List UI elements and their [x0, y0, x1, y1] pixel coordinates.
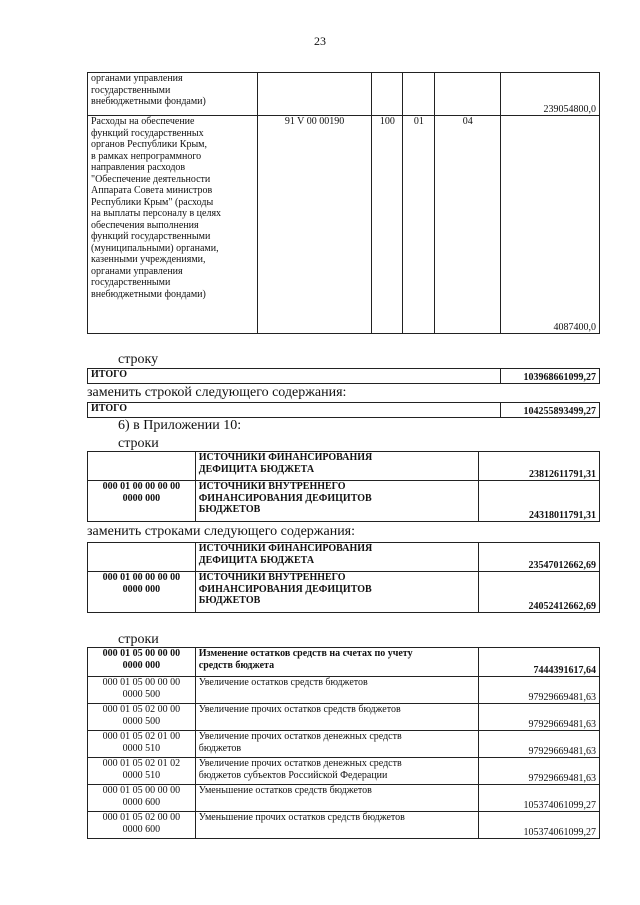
- source-amount: 23547012662,69: [479, 543, 600, 572]
- itogo-label: ИТОГО: [88, 369, 501, 384]
- table-row: [88, 785, 600, 812]
- page-number: 23: [314, 34, 326, 48]
- source-amount: 7444391617,64: [479, 648, 600, 677]
- source-name: Увеличение прочих остатков денежных средств бюджетов: [195, 731, 478, 758]
- text-stroki: строки: [118, 632, 159, 647]
- source-name: ИСТОЧНИКИ ВНУТРЕННЕГО ФИНАНСИРОВАНИЯ ДЕФИЦИТОВ БЮДЖЕТОВ: [195, 572, 478, 613]
- source-name: Изменение остатков средств на счетах по учету средств бюджета: [195, 648, 478, 677]
- table-row: [88, 543, 600, 572]
- table-row: [88, 452, 600, 481]
- source-code: [88, 452, 196, 481]
- subsection-code: 04: [435, 116, 501, 334]
- table-row: [88, 677, 600, 704]
- table-row: [88, 73, 600, 116]
- source-amount: 23812611791,31: [479, 452, 600, 481]
- source-code: 000 01 05 02 01 00 0000 510: [88, 731, 196, 758]
- text-appendix: 6) в Приложении 10:: [118, 418, 242, 433]
- expense-amount: 4087400,0: [501, 116, 600, 334]
- table-row: [88, 758, 600, 785]
- source-code: 000 01 00 00 00 00 0000 000: [88, 572, 196, 613]
- text-replace-rows: заменить строками следующего содержания:: [87, 524, 356, 539]
- source-name: Уменьшение прочих остатков средств бюджетов: [195, 812, 478, 839]
- table-row: [88, 648, 600, 677]
- source-amount: 105374061099,27: [479, 812, 600, 839]
- source-code: 000 01 05 02 01 02 0000 510: [88, 758, 196, 785]
- table-row: [88, 704, 600, 731]
- table-row: [88, 369, 600, 384]
- text-stroki: строки: [118, 436, 159, 451]
- source-name: ИСТОЧНИКИ ВНУТРЕННЕГО ФИНАНСИРОВАНИЯ ДЕФИЦИТОВ БЮДЖЕТОВ: [195, 481, 478, 522]
- source-name: Уменьшение остатков средств бюджетов: [195, 785, 478, 812]
- expenditure-table: [87, 72, 600, 334]
- itogo-label: ИТОГО: [88, 403, 501, 418]
- table-row: [88, 731, 600, 758]
- source-name: ИСТОЧНИКИ ФИНАНСИРОВАНИЯ ДЕФИЦИТА БЮДЖЕТА: [195, 543, 478, 572]
- text-replace-row: заменить строкой следующего содержания:: [87, 385, 347, 400]
- balance-change-table: [87, 647, 600, 839]
- source-amount: 24052412662,69: [479, 572, 600, 613]
- table-row: [88, 812, 600, 839]
- source-code: 000 01 05 02 00 00 0000 600: [88, 812, 196, 839]
- source-name: Увеличение остатков средств бюджетов: [195, 677, 478, 704]
- table-row: [88, 116, 600, 334]
- source-code: 000 01 05 00 00 00 0000 000: [88, 648, 196, 677]
- source-name: Увеличение прочих остатков средств бюджетов: [195, 704, 478, 731]
- source-name: ИСТОЧНИКИ ФИНАНСИРОВАНИЯ ДЕФИЦИТА БЮДЖЕТА: [195, 452, 478, 481]
- table-row: [88, 403, 600, 418]
- source-amount: 97929669481,63: [479, 677, 600, 704]
- source-amount: 24318011791,31: [479, 481, 600, 522]
- table-row: [88, 481, 600, 522]
- source-amount: 97929669481,63: [479, 731, 600, 758]
- expense-name: органами управления государственными внебюджетными фондами): [88, 73, 258, 116]
- expense-name: Расходы на обеспечение функций государственных органов Республики Крым, в рамках непрограммного направления расходов "Обеспечение деятельности Аппарата Совета министров Республики Крым" (расходы на выплаты персоналу в целях обеспечения выполнения функций государственными (муниципальными) органами, казенными учреждениями, органами управления государственными внебюджетными фондами): [88, 116, 258, 334]
- source-code: 000 01 00 00 00 00 0000 000: [88, 481, 196, 522]
- itogo-amount: 104255893499,27: [501, 403, 600, 418]
- text-stroku: строку: [118, 352, 159, 367]
- itogo-new-row: [87, 402, 600, 418]
- itogo-amount: 103968661099,27: [501, 369, 600, 384]
- source-amount: 97929669481,63: [479, 704, 600, 731]
- section-code: 01: [403, 116, 435, 334]
- appendix10-old-table: [87, 451, 600, 522]
- table-row: [88, 572, 600, 613]
- itogo-old-row: [87, 368, 600, 384]
- expense-amount: 239054800,0: [501, 73, 600, 116]
- source-code: [88, 543, 196, 572]
- expense-type-code: 100: [372, 116, 403, 334]
- target-article-code: 91 V 00 00190: [257, 116, 372, 334]
- source-code: 000 01 05 00 00 00 0000 600: [88, 785, 196, 812]
- source-code: 000 01 05 00 00 00 0000 500: [88, 677, 196, 704]
- source-code: 000 01 05 02 00 00 0000 500: [88, 704, 196, 731]
- source-amount: 105374061099,27: [479, 785, 600, 812]
- source-amount: 97929669481,63: [479, 758, 600, 785]
- appendix10-new-table: [87, 542, 600, 613]
- source-name: Увеличение прочих остатков денежных средств бюджетов субъектов Российской Федерации: [195, 758, 478, 785]
